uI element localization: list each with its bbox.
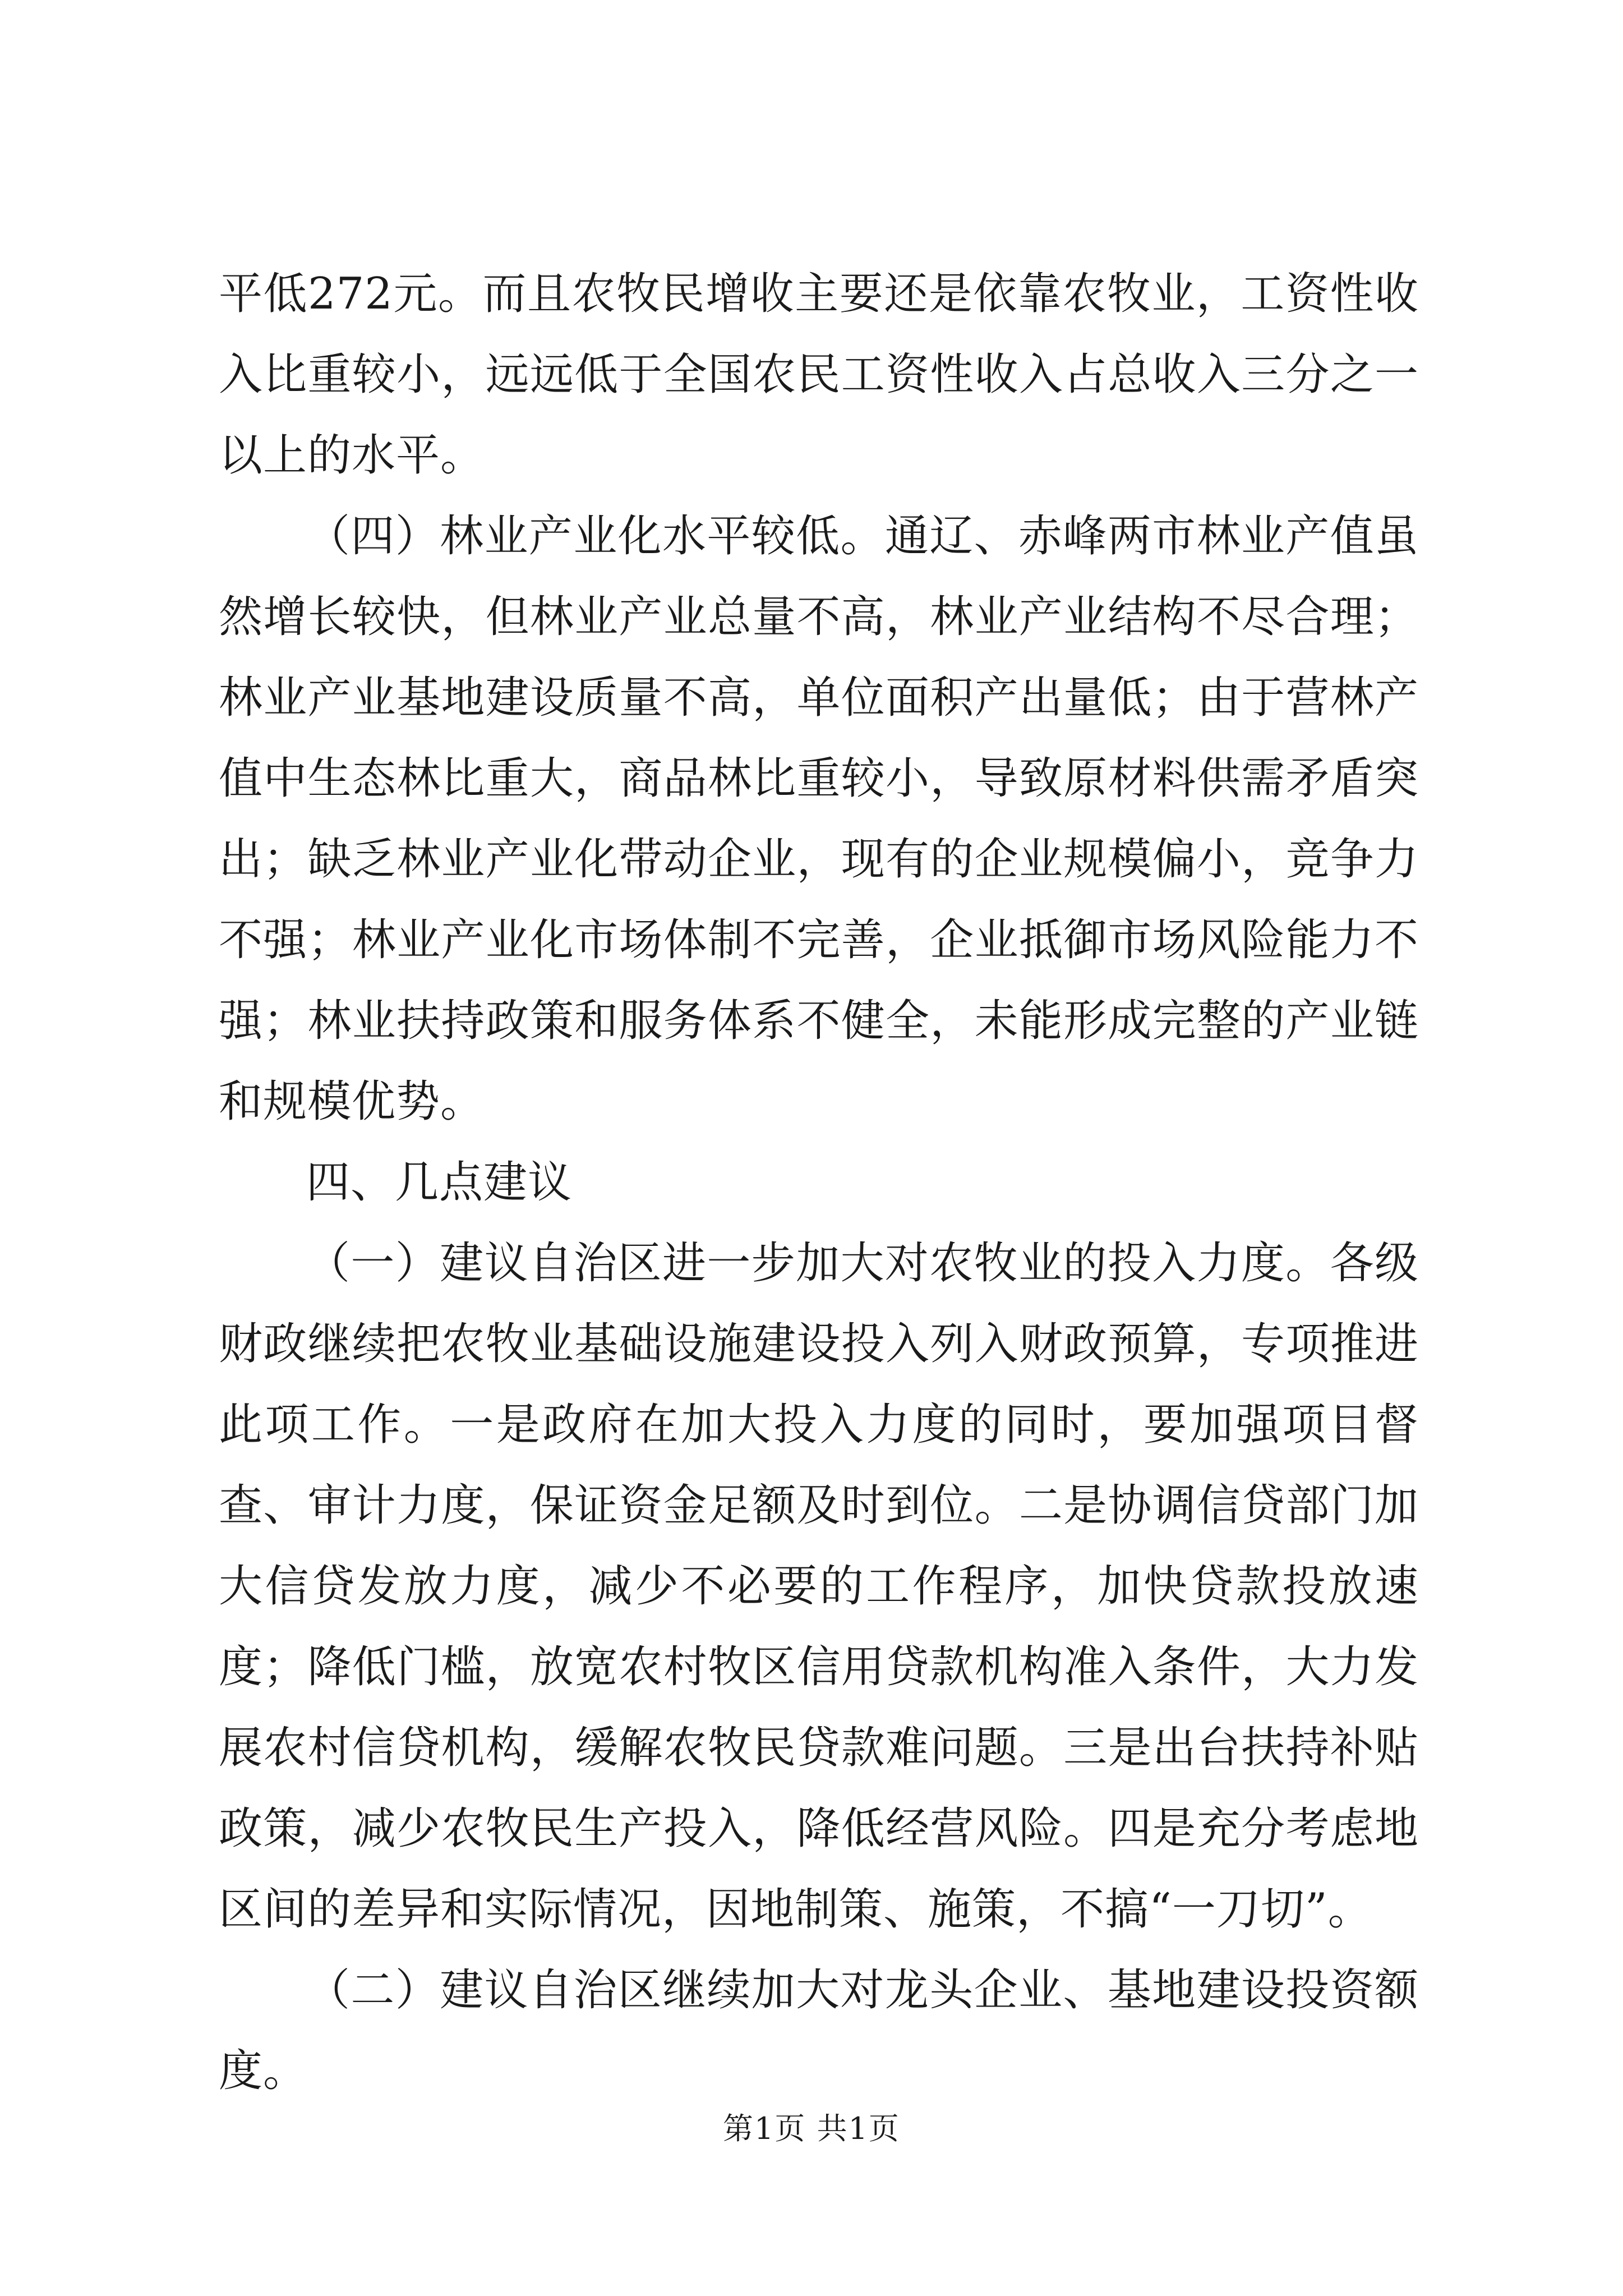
document-body (219, 254, 1419, 2111)
paragraph-suggestion-two: （二）建议自治区继续加大对龙头企业、基地建设投资额度。 (219, 1965, 1419, 2096)
paragraph-suggestion-one: （一）建议自治区进一步加大对农牧业的投入力度。各级财政继续把农牧业基础设施建设投入列入财政预算，专项推进此项工作。一是政府在加大投入力度的同时，要加强项目督查、审计力度，保证资金足额及时到位。二是协调信贷部门加大信贷发放力度，减少不必要的工作程序，加快贷款投放速度；降低门槛，放宽农村牧区信用贷款机构准入条件，大力发展农村信贷机构，缓解农牧民贷款难问题。三是出台扶持补贴政策，减少农牧民生产投入，降低经营风险。四是充分考虑地区间的差异和实际情况，因地制策、施策，不搞“一刀切”。 (219, 1238, 1419, 1935)
paragraph-income-summary: 平低272元。而且农牧民增收主要还是依靠农牧业，工资性收入比重较小，远远低于全国农民工资性收入占总收入三分之一以上的水平。 (219, 269, 1419, 481)
page-footer: 第1页 共1页 (723, 2111, 900, 2146)
section-heading-suggestions: 四、几点建议 (306, 1157, 573, 1208)
paragraph-forestry-industrialization: （四）林业产业化水平较低。通辽、赤峰两市林业产值虽然增长较快，但林业产业总量不高，林业产业结构不尽合理；林业产业基地建设质量不高，单位面积产出量低；由于营林产值中生态林比重大，商品林比重较小，导致原材料供需矛盾突出；缺乏林业产业化带动企业，现有的企业规模偏小，竞争力不强；林业产业化市场体制不完善，企业抵御市场风险能力不强；林业扶持政策和服务体系不健全，未能形成完整的产业链和规模优势。 (219, 511, 1419, 1127)
